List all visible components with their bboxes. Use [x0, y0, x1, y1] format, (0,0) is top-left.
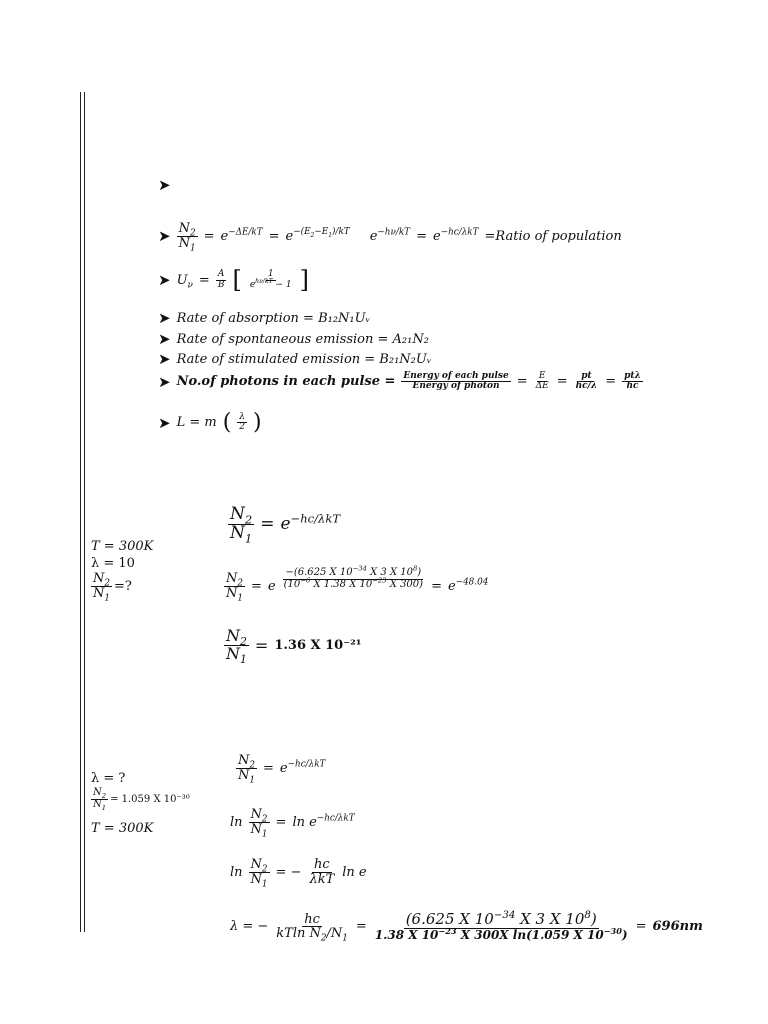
p1-result: 1.36 X 10⁻²¹	[274, 637, 362, 653]
ratio-label: =Ratio of population	[484, 228, 622, 244]
margin-rule	[80, 92, 81, 932]
p2-given-T: T = 300K	[91, 821, 154, 836]
bullet-population-ratio: ➤ $\frac{N_2}{N_1}$ = $e^{-\Delta E/kT}$ = $e^{-(E_2-E_1)/kT}$ $e^{-h\nu/kT}$ = $e^{-hc/\lambda kT}$ =Ratio of population	[158, 221, 622, 254]
p1-given-lambda: λ = 10	[91, 556, 135, 571]
p1-given-T: T = 300K	[91, 539, 154, 554]
p1-given-ratio: $\frac{N_2}{N_1}$ =?	[93, 571, 132, 604]
margin-rule-2	[84, 92, 85, 932]
bullet-photons: ➤ No.of photons in each pulse = $\frac{\text{Energy of each pulse}}{\text{Energy of photon}}$ = $\frac{E}{\Delta E}$ = $\frac{pt}{hc/\lambda}$ = $\frac{\text{ptλ}}{hc}$	[158, 371, 641, 392]
p2-given-lambda: λ = ?	[91, 771, 126, 786]
bullet-empty: ➤	[158, 176, 171, 194]
bullet-spontaneous: ➤ Rate of spontaneous emission = A₂₁N₂	[158, 330, 429, 348]
p2-eq4: λ = − $\frac{hc}{kTln N_2/N_1}$ = $\frac{(6.625 X 10^{-34} X 3 X 10^8)}{1.38 X 10^{-23} X 300X \ln(1.059 X 10^{-30})}$ = 696nm	[230, 910, 703, 944]
p2-eq1: $\frac{N_2}{N_1}$ = $e^{-hc/\lambda kT}$	[238, 753, 326, 786]
bullet-cavity-length: ➤ L = m ( $\frac{\lambda}{2}$ )	[158, 410, 262, 435]
bullet-energy-density: ➤ $U_\nu$ = $\frac{A}{B}$ [ $\frac{1}{e^{h\nu/kT} - 1}$ ]	[158, 266, 310, 294]
p1-eq2: $\frac{N_2}{N_1}$ = e $\frac{-(6.625 X 10^{-34} X 3 X 10^8)}{(10^{-6} X 1.38 X 10^{-23} X 300)}$ = $e^{-48.04}$	[226, 564, 489, 604]
p2-result: 696nm	[652, 919, 703, 935]
bullet-stimulated: ➤ Rate of stimulated emission = B₂₁N₂Uᵥ	[158, 350, 432, 368]
p1-eq3: $\frac{N_2}{N_1}$ = 1.36 X 10⁻²¹	[226, 626, 362, 666]
p2-given-ratio: $\frac{N_2}{N_1}$ = 1.059 X 10⁻³⁰	[93, 787, 190, 812]
bullet-absorption: ➤ Rate of absorption = B₁₂N₁Uᵥ	[158, 309, 371, 327]
p1-eq1: $\frac{N_2}{N_1}$ = $e^{-hc/\lambda kT}$	[230, 504, 341, 546]
p1-result-exp: −48.04	[455, 577, 489, 588]
p2-eq3: ln $\frac{N_2}{N_1}$ = − $\frac{hc}{\text{λkT}}$ ln e	[230, 857, 367, 890]
p2-eq2: ln $\frac{N_2}{N_1}$ = $\ln e^{-hc/\lambda kT}$	[230, 807, 355, 840]
